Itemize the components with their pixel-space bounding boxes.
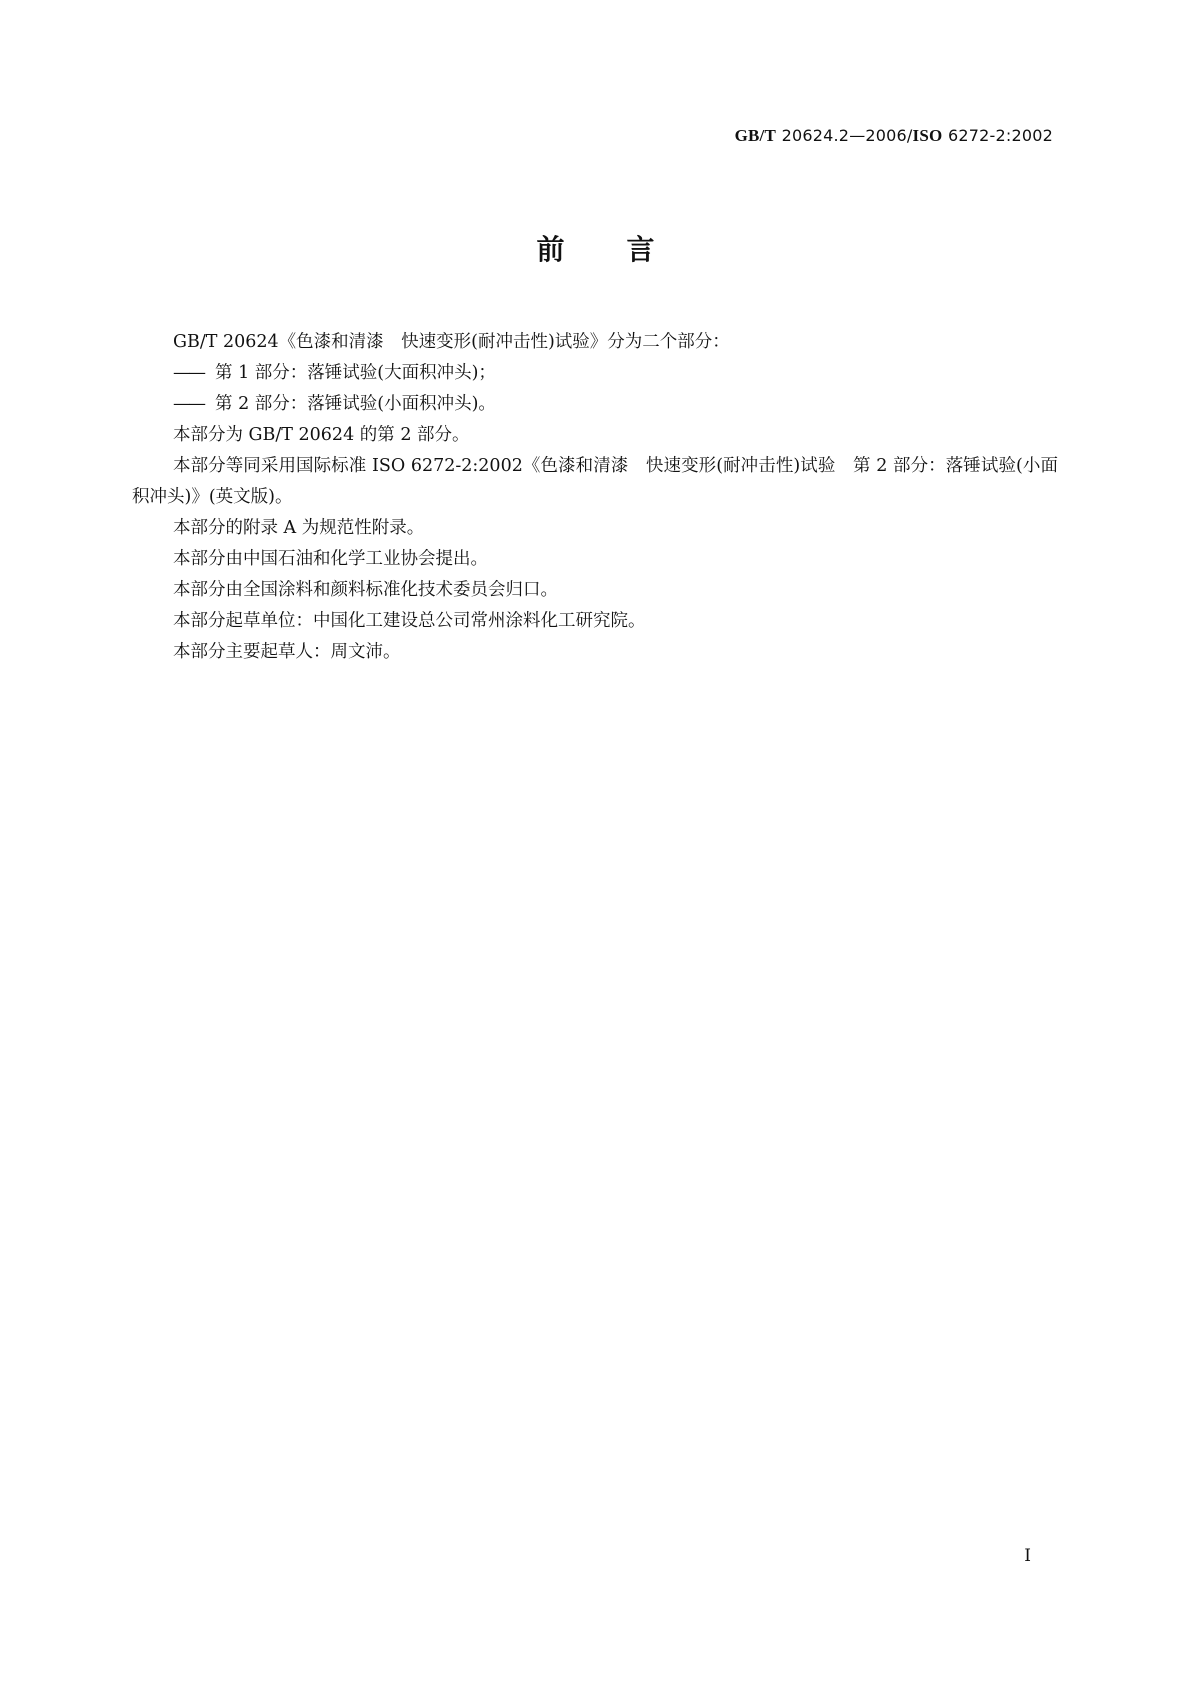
paragraph-under-jurisdiction: 本部分由全国涂料和颜料标准化技术委员会归口。	[173, 580, 558, 600]
paragraph-annex: 本部分的附录 A 为规范性附录。	[173, 518, 425, 538]
list-item-part-1	[132, 358, 1058, 389]
paragraph-drafters: 本部分主要起草人：周文沛。	[173, 642, 401, 662]
standard-code-header	[735, 126, 1053, 146]
list-item-text: 第 2 部分：落锤试验(小面积冲头)。	[215, 394, 496, 414]
iso-code-number: 6272-2:2002	[948, 126, 1053, 145]
list-item-part-2	[132, 389, 1058, 420]
dash-marker: ——	[173, 363, 204, 383]
standard-code-prefix: GB/T	[734, 126, 777, 145]
paragraph-iso-adoption: 本部分等同采用国际标准 ISO 6272-2:2002《色漆和清漆 快速变形(耐冲击性)试验 第 2 部分：落锤试验(小面积冲头)》(英文版)。	[132, 456, 1058, 507]
standard-code-number: 20624.2—2006/	[781, 126, 913, 145]
page-title: 前言	[536, 233, 717, 266]
paragraph-parts-intro: GB/T 20624《色漆和清漆 快速变形(耐冲击性)试验》分为二个部分：	[173, 332, 730, 352]
iso-code-prefix: ISO	[912, 126, 943, 145]
page-number: I	[1024, 1546, 1031, 1566]
paragraph-proposed-by: 本部分由中国石油和化学工业协会提出。	[173, 549, 488, 569]
list-item-text: 第 1 部分：落锤试验(大面积冲头)；	[215, 363, 496, 383]
paragraph-this-part: 本部分为 GB/T 20624 的第 2 部分。	[173, 425, 470, 445]
dash-marker: ——	[173, 394, 204, 414]
foreword-body	[132, 327, 1058, 668]
paragraph-drafting-unit: 本部分起草单位：中国化工建设总公司常州涂料化工研究院。	[173, 611, 646, 631]
